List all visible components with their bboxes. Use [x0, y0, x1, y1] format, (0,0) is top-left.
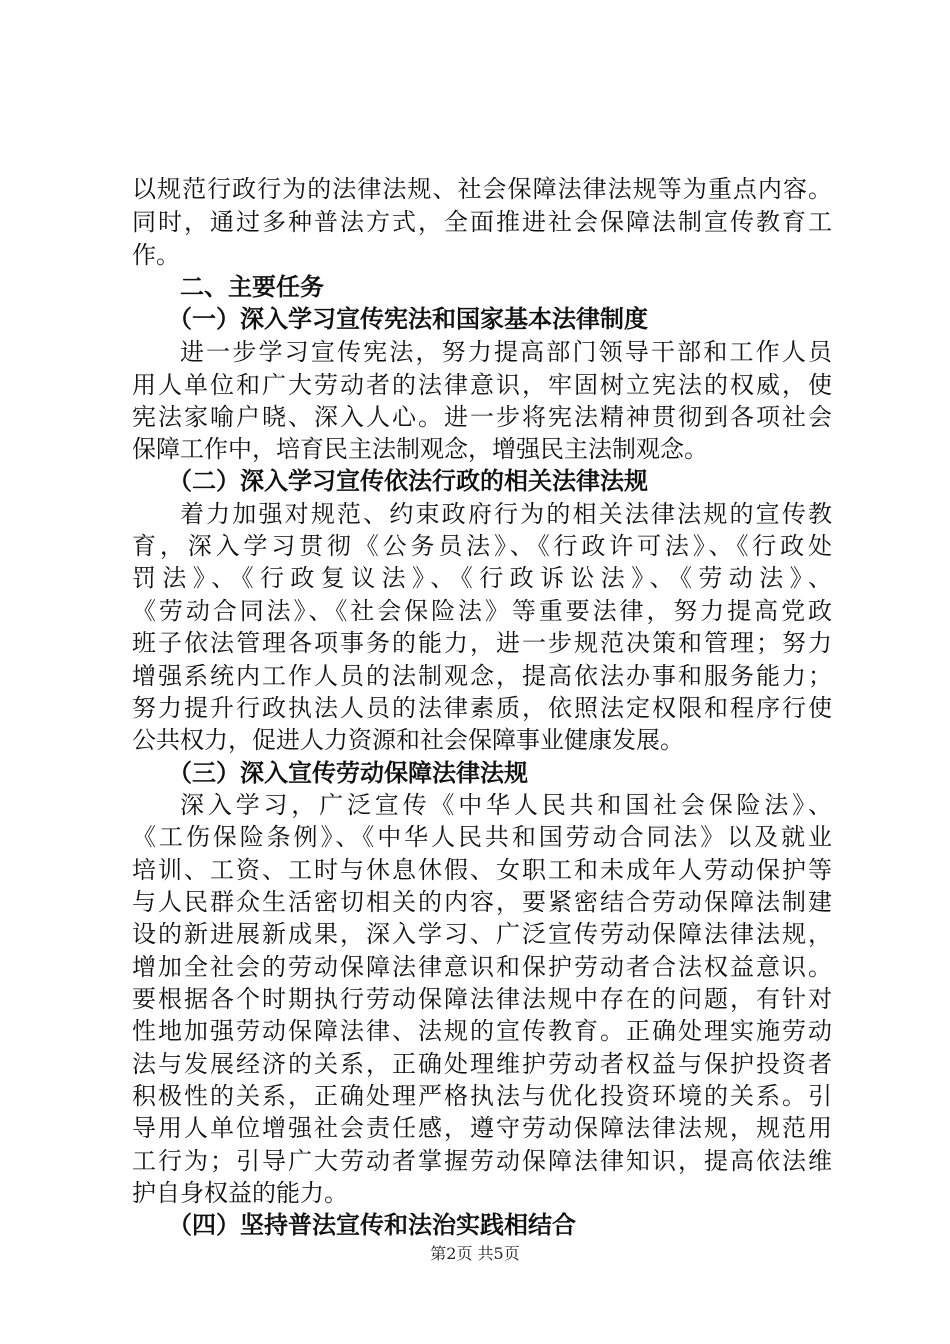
body-line: 育，深入学习贯彻《公务员法》、《行政许可法》、《行政处: [132, 532, 832, 560]
body-line: 用人单位和广大劳动者的法律意识，牢固树立宪法的权威，使: [132, 371, 832, 399]
body-line: 《劳动合同法》、《社会保险法》等重要法律，努力提高党政: [132, 597, 832, 625]
body-line: 班子依法管理各项事务的能力，进一步规范决策和管理；努力: [132, 629, 832, 657]
body-line: 增强系统内工作人员的法制观念，提高依法办事和服务能力；: [132, 662, 832, 690]
body-line: 深入学习，广泛宣传《中华人民共和国社会保险法》、: [180, 791, 832, 819]
body-line: 要根据各个时期执行劳动保障法律法规中存在的问题，有针对: [132, 985, 832, 1013]
subsection-heading: （三）深入宣传劳动保障法律法规: [168, 759, 528, 787]
body-line: 护自身权益的能力。: [132, 1179, 348, 1207]
body-line: 增加全社会的劳动保障法律意识和保护劳动者合法权益意识。: [132, 953, 832, 981]
subsection-heading: （二）深入学习宣传依法行政的相关法律法规: [168, 467, 648, 495]
body-line: 导用人单位增强社会责任感，遵守劳动保障法律法规，规范用: [132, 1114, 832, 1142]
body-line: 努力提升行政执法人员的法律素质，依照法定权限和程序行使: [132, 694, 832, 722]
body-line: 与人民群众生活密切相关的内容，要紧密结合劳动保障法制建: [132, 888, 832, 916]
body-line: 着力加强对规范、约束政府行为的相关法律法规的宣传教: [180, 500, 832, 528]
body-line: 设的新进展新成果，深入学习、广泛宣传劳动保障法律法规，: [132, 920, 832, 948]
body-line: 以规范行政行为的法律法规、社会保障法律法规等为重点内容。: [132, 175, 832, 203]
section-heading: 二、主要任务: [180, 273, 324, 301]
body-line: 进一步学习宣传宪法，努力提高部门领导干部和工作人员: [180, 338, 832, 366]
body-line: 积极性的关系，正确处理严格执法与优化投资环境的关系。引: [132, 1082, 832, 1110]
body-line: 同时，通过多种普法方式，全面推进社会保障法制宣传教育工: [132, 208, 832, 236]
body-line: 《工伤保险条例》、《中华人民共和国劳动合同法》以及就业: [132, 823, 832, 851]
body-line: 保障工作中，培育民主法制观念，增强民主法制观念。: [132, 435, 708, 463]
body-line: 法与发展经济的关系，正确处理维护劳动者权益与保护投资者: [132, 1050, 832, 1078]
body-line: 性地加强劳动保障法律、法规的宣传教育。正确处理实施劳动: [132, 1017, 832, 1045]
body-line: 培训、工资、工时与休息休假、女职工和未成年人劳动保护等: [132, 856, 832, 884]
body-line: 作。: [132, 241, 180, 269]
body-line: 宪法家喻户晓、深入人心。进一步将宪法精神贯彻到各项社会: [132, 403, 832, 431]
subsection-heading: （一）深入学习宣传宪法和国家基本法律制度: [168, 305, 648, 333]
body-line: 工行为；引导广大劳动者掌握劳动保障法律知识，提高依法维: [132, 1147, 832, 1175]
page-number-footer: 第2页 共5页: [430, 1244, 520, 1263]
body-line: 罚法》、《行政复议法》、《行政诉讼法》、《劳动法》、: [132, 564, 832, 592]
subsection-heading: （四）坚持普法宣传和法治实践相结合: [168, 1211, 576, 1239]
body-line: 公共权力，促进人力资源和社会保障事业健康发展。: [132, 726, 684, 754]
